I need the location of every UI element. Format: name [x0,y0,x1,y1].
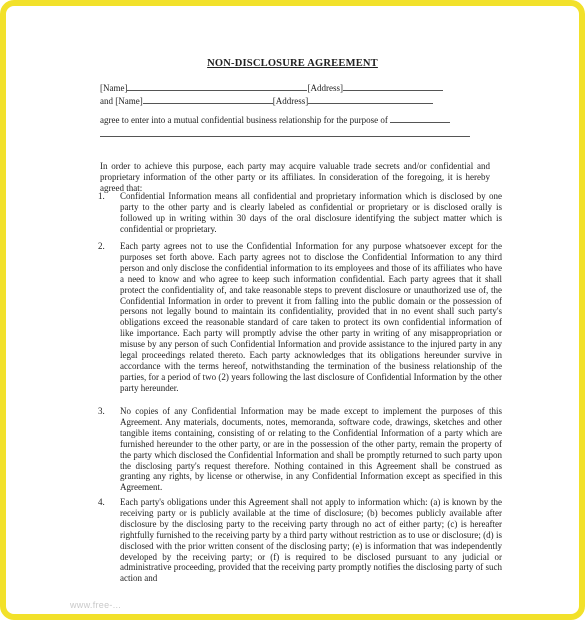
clause-text: No copies of any Confidential Information may be made except to implement the purposes of this Agreement. Any materials, documents, notes, memoranda, software code, drawings, sketches and other tangible items containing, consisting of or relating to the Confidential Information of a party which are furnished hereunder to the other party, or are in the possession of the other party, remain the property of the party which disclosed the Confidential Information and shall be promptly returned to such party upon the disclosing party's request therefore. Nothing contained in this Agreement shall be construed as granting any rights, by license or otherwise, in any Confidential Information except as specified in this Agreement. [120,406,502,493]
party-2-address-label: [Address] [272,96,309,106]
clause-3 [98,406,502,493]
purpose-text: agree to enter into a mutual confidential business relationship for the purpose of [100,115,388,125]
party-1-name-label: [Name] [100,83,128,93]
clause-text: Confidential Information means all confidential and proprietary information which is disclosed by one party to the other party and is clearly labeled as confidential or proprietary or is disclosed orally is followed up in writing within 30 days of the oral disclosure identifying the subject matter which is confidential or proprietary. [120,191,502,234]
party-2-address-blank [308,95,433,104]
clause-4 [98,497,502,584]
clause-text: Each party's obligations under this Agreement shall not apply to information which: (a) is known by the receiving party or is publicly available at the time of disclosure; (b) becomes publicly available after disclosure by the disclosing party to the receiving party through no act of either party; (c) is hereafter rightfully furnished to the receiving party by a third party without restriction as to use or disclosure; (d) is disclosed with the prior written consent of the disclosing party; (e) is information that was independently developed by the receiving party; or (f) is required to be disclosed pursuant to any judicial or administrative proceeding, provided that the receiving party promptly notifies the disclosing party of such action and [120,497,502,584]
purpose-blank [390,114,450,123]
party-2-name-blank [143,95,273,104]
purpose-continuation [100,128,470,140]
document-page [8,8,577,612]
clause-1 [98,191,502,235]
document-title: NON-DISCLOSURE AGREEMENT [207,58,378,69]
purpose-line [100,114,450,126]
purpose-continuation-blank [100,128,470,137]
party-1-address-blank [343,82,443,91]
clause-number: 2. [98,241,105,251]
clause-number: 4. [98,497,105,507]
party-line-2 [100,95,433,107]
watermark: www.free-... [70,600,122,610]
party-line-1 [100,82,443,94]
clause-number: 3. [98,406,105,416]
party-1-name-blank [127,82,307,91]
intro-paragraph: In order to achieve this purpose, each party may acquire valuable trade secrets and/or confidential and proprietary information of the other party or its affiliates. In consideration of the foregoing, it is hereby agreed that: [100,161,490,193]
clause-2 [98,241,502,394]
clause-number: 1. [98,191,105,201]
party-1-address-label: [Address] [307,83,343,93]
party-2-name-label: and [Name] [100,96,143,106]
clause-text: Each party agrees not to use the Confidential Information for any purpose whatsoever except for the purposes set forth above. Each party agrees not to disclose the Confidential Information to any third person and only disclose the confidential information to its employees and those of its affiliates who have a need to know and who agree to keep such information confidential. Each party agrees that it shall protect the confidentiality of, and take reasonable steps to prevent disclosure or unauthorized use of, the Confidential Information in order to prevent it from falling into the public domain or the possession of persons not legally bound to maintain its confidentiality, provided that in no event shall such party's obligations exceed the reasonable standard of care taken to protect its own confidential information of like importance. Each party will promptly advise the other party in writing of any misappropriation or misuse by any person of such Confidential Information and provide assistance to the injured party in any legal proceedings related thereto. Each party acknowledges that its obligations hereunder survive in accordance with the terms hereof, notwithstanding the termination of the business relationship of the parties, for a period of two (2) years following the last disclosure of Confidential Information by the other party hereunder. [120,241,502,393]
